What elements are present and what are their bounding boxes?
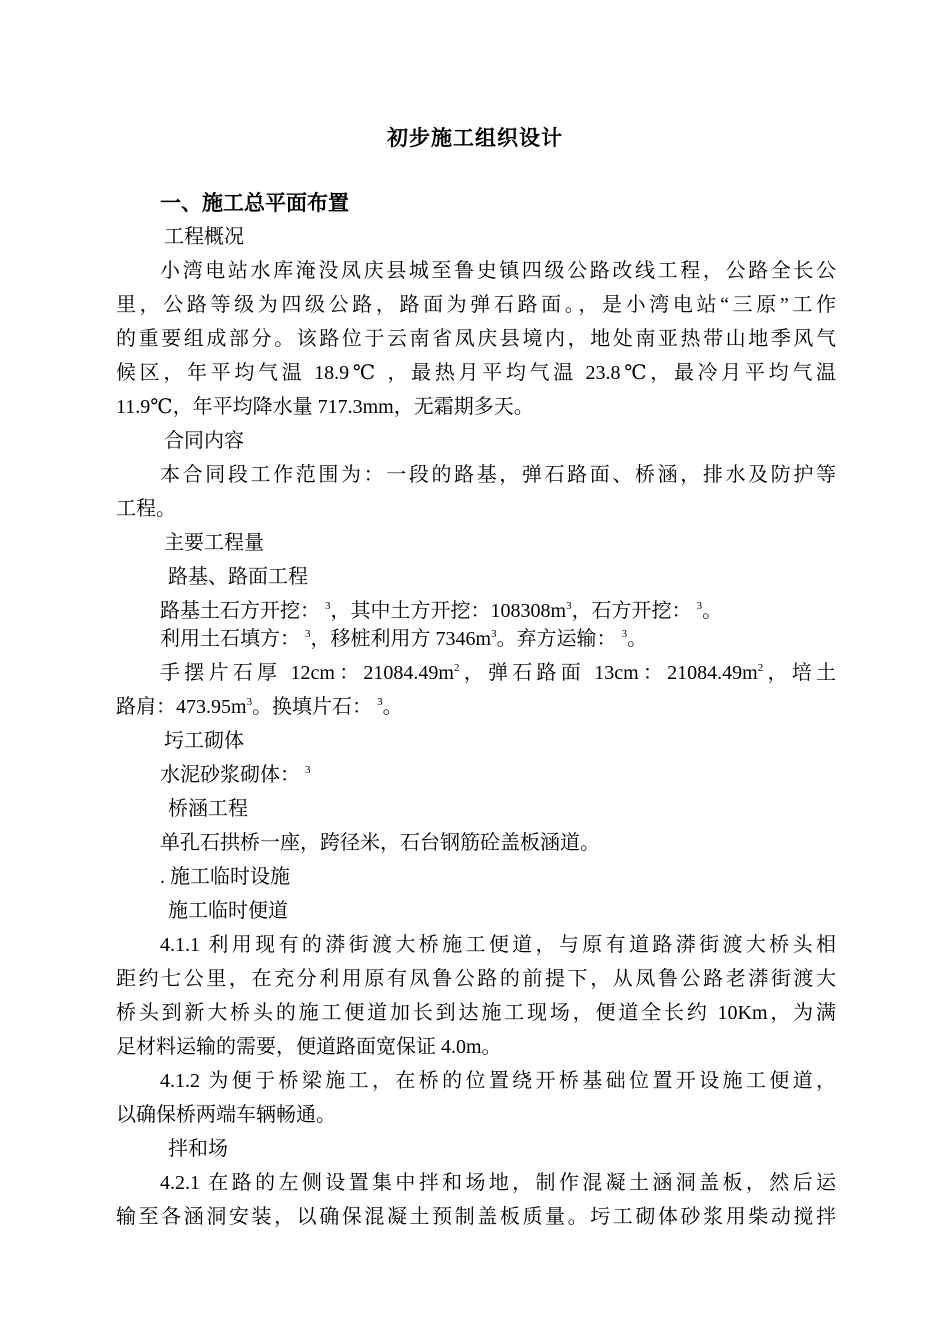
- text-run: 。: [627, 628, 648, 650]
- paragraph-line: 本合同段工作范围为：一段的路基，弹石路面、桥涵，排水及防护等: [160, 464, 836, 486]
- text-run: ，移桩利用方 7346m: [310, 628, 492, 650]
- text-run: 手摆片石厚 12cm：21084.49m: [160, 662, 454, 684]
- paragraph-line: 足材料运输的需要，便道路面宽保证 4.0m。: [116, 1036, 502, 1058]
- text-run: 水泥砂浆砌体：: [160, 764, 305, 786]
- text-run: ，弹石路面 13cm：21084.49m: [459, 662, 758, 684]
- subheading-bridges: 桥涵工程: [168, 798, 248, 820]
- paragraph-line: 工程。: [116, 498, 176, 520]
- quantity-line: [160, 622, 647, 656]
- subheading-temporary-roads: 施工临时便道: [168, 900, 288, 922]
- subheading-contract: 合同内容: [164, 430, 244, 452]
- subheading-roadbed: 路基、路面工程: [168, 566, 308, 588]
- paragraph-line: 里，公路等级为四级公路，路面为弹石路面。，是小湾电站“三原”工作: [116, 294, 836, 316]
- superscript: 3: [246, 696, 253, 708]
- paragraph-line: 4.1.2 为便于桥梁施工，在桥的位置绕开桥基础位置开设施工便道，: [160, 1070, 836, 1092]
- superscript: 3: [491, 628, 497, 640]
- subheading-quantities: 主要工程量: [164, 532, 264, 554]
- superscript: 3: [377, 696, 383, 708]
- text-run: 。弃方运输：: [496, 628, 622, 650]
- quantity-line: [160, 758, 311, 792]
- subheading-masonry: 圬工砌体: [164, 730, 244, 752]
- superscript: 3: [325, 600, 331, 612]
- document-title: 初步施工组织设计: [387, 126, 563, 150]
- superscript: 3: [566, 600, 572, 612]
- paragraph-line: 的重要组成部分。该路位于云南省凤庆县境内，地处南亚热带山地季风气: [116, 328, 836, 350]
- superscript: 2: [757, 662, 764, 674]
- text-run: ，石方开挖：: [571, 600, 697, 622]
- superscript: 3: [696, 600, 703, 612]
- paragraph-line: 4.1.1 利用现有的漭街渡大桥施工便道，与原有道路漭街渡大桥头相: [160, 934, 836, 956]
- text-run: ，培土: [763, 662, 836, 684]
- paragraph-line: 距约七公里，在充分利用原有凤鲁公路的前提下，从凤鲁公路老漭街渡大: [116, 968, 836, 990]
- paragraph-line: 小湾电站水库淹没凤庆县城至鲁史镇四级公路改线工程，公路全长公: [160, 260, 836, 282]
- superscript: 3: [305, 628, 311, 640]
- text-run: 路基土石方开挖：: [160, 600, 325, 622]
- text-run: ，其中土方开挖：108308m: [330, 600, 567, 622]
- paragraph-line: 4.2.1 在路的左侧设置集中拌和场地，制作混凝土涵洞盖板，然后运: [160, 1172, 836, 1194]
- paragraph-line: 11.9℃，年平均降水量 717.3mm，无霜期多天。: [116, 396, 534, 418]
- subheading-overview: 工程概况: [164, 226, 244, 248]
- text-run: 利用土石填方：: [160, 628, 305, 650]
- paragraph-line: 以确保桥两端车辆畅通。: [116, 1104, 336, 1126]
- text-run: 。: [382, 696, 403, 718]
- superscript: 3: [621, 628, 628, 640]
- superscript: 3: [305, 764, 311, 776]
- quantity-line: [116, 690, 403, 724]
- section-heading: 一、施工总平面布置: [160, 191, 349, 215]
- quantity-line: [160, 656, 836, 690]
- paragraph-line: 桥头到新大桥头的施工便道加长到达施工现场，便道全长约 10Km，为满: [116, 1002, 836, 1024]
- text-run: 路肩：473.95m: [116, 696, 247, 718]
- text-run: 。: [702, 600, 723, 622]
- text-run: 。换填片石：: [252, 696, 378, 718]
- subheading-temporary-facilities: . 施工临时设施: [160, 866, 290, 888]
- paragraph-line: 单孔石拱桥一座，跨径米，石台钢筋砼盖板涵道。: [160, 832, 600, 854]
- subheading-mixing-yard: 拌和场: [168, 1138, 228, 1160]
- superscript: 2: [454, 662, 460, 674]
- paragraph-line: 输至各涵洞安装，以确保混凝土预制盖板质量。圬工砌体砂浆用柴动搅拌: [116, 1206, 836, 1228]
- paragraph-line: 候区，年平均气温 18.9℃ ，最热月平均气温 23.8℃，最冷月平均气温: [116, 362, 836, 384]
